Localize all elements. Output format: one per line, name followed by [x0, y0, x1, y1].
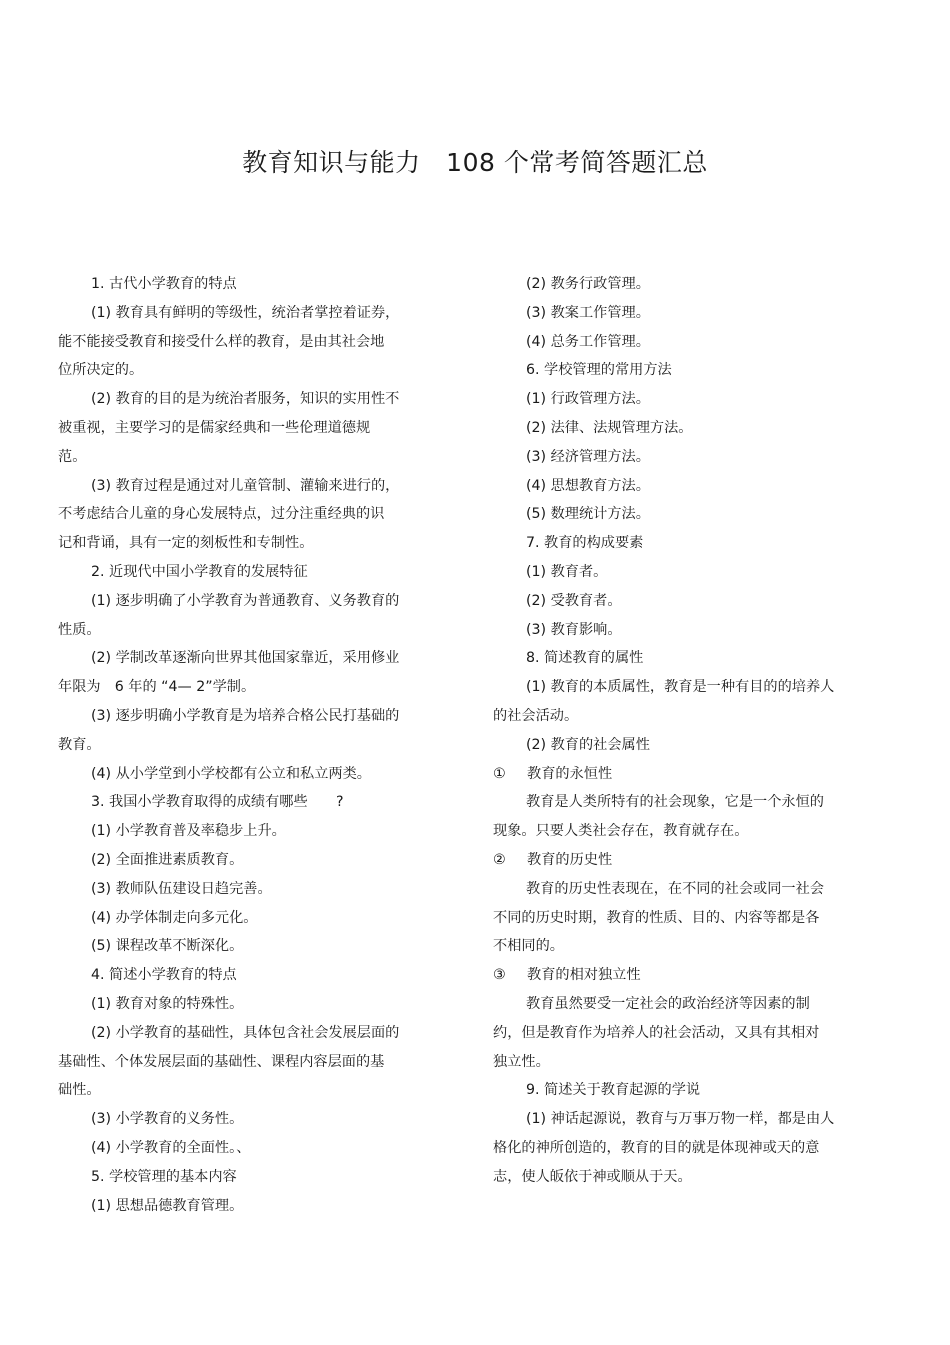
text-line: 1. 古代小学教育的特点	[91, 276, 237, 292]
text-line: 6. 学校管理的常用方法	[526, 362, 672, 379]
text-line: 7. 教育的构成要素	[526, 535, 644, 552]
text-line: (4) 思想教育方法。	[526, 477, 650, 494]
text-line: 教育虽然要受一定社会的政治经济等因素的制	[526, 995, 810, 1012]
text-line: 教育。	[58, 736, 101, 753]
text-line: 8. 简述教育的属性	[526, 650, 644, 667]
text-line: (4) 小学教育的全面性。、	[91, 1139, 251, 1156]
text-line: (2) 教育的目的是为统治者服务，知识的实用性不	[91, 391, 400, 408]
left-column	[58, 270, 413, 1220]
text-line: 基础性、个体发展层面的基础性、课程内容层面的基	[58, 1053, 385, 1070]
text-line: (2) 教务行政管理。	[526, 276, 650, 292]
text-line: 不考虑结合儿童的身心发展特点，过分注重经典的识	[58, 506, 385, 523]
text-line: 2. 近现代中国小学教育的发展特征	[91, 563, 308, 580]
text-line: (1) 教育者。	[526, 563, 608, 580]
text-line: 不同的历史时期，教育的性质、目的、内容等都是各	[493, 909, 820, 926]
text-line: (5) 课程改革不断深化。	[91, 938, 244, 955]
line-text: 教育的历史性	[527, 851, 613, 868]
text-line: (1) 教育具有鲜明的等级性，统治者掌控着证券，	[91, 304, 400, 321]
text-line: (3) 小学教育的义务性。	[91, 1111, 244, 1128]
text-line	[493, 961, 849, 990]
text-line: (3) 教案工作管理。	[526, 304, 650, 321]
text-line: (5) 数理统计方法。	[526, 506, 650, 523]
text-line: (2) 教育的社会属性	[526, 736, 650, 753]
text-line: 础性。	[58, 1082, 101, 1099]
text-line: 的社会活动。	[493, 707, 579, 724]
text-line: (1) 思想品德教育管理。	[91, 1197, 244, 1214]
text-line: (3) 逐步明确小学教育是为培养合格公民打基础的	[91, 707, 400, 724]
text-line: (1) 小学教育普及率稳步上升。	[91, 823, 286, 840]
text-line: (2) 法律、法规管理方法。	[526, 419, 693, 436]
line-text: 教育的相对独立性	[527, 967, 641, 984]
line-text: 教育的永恒性	[527, 765, 613, 782]
text-line: 9. 简述关于教育起源的学说	[526, 1082, 701, 1099]
text-line: 范。	[58, 448, 87, 465]
text-line: 教育是人类所特有的社会现象，它是一个永恒的	[526, 794, 824, 811]
text-line: 4. 简述小学教育的特点	[91, 967, 237, 984]
text-line: 现象。只要人类社会存在，教育就存在。	[493, 823, 749, 840]
text-line: (1) 行政管理方法。	[526, 391, 650, 408]
text-line: 被重视，主要学习的是儒家经典和一些伦理道德规	[58, 419, 371, 436]
text-line: (2) 学制改革逐渐向世界其他国家靠近，采用修业	[91, 650, 400, 667]
text-line: 约，但是教育作为培养人的社会活动，又具有其相对	[493, 1024, 820, 1041]
text-line: 性质。	[58, 621, 101, 638]
text-line: 3. 我国小学教育取得的成绩有哪些 ?	[91, 794, 344, 811]
text-line: 教育的历史性表现在，在不同的社会或同一社会	[526, 880, 824, 897]
text-line: (1) 教育的本质属性，教育是一种有目的的培养人	[526, 679, 835, 696]
text-line: (1) 神话起源说，教育与万事万物一样，都是由人	[526, 1111, 835, 1128]
text-line: (3) 经济管理方法。	[526, 448, 650, 465]
text-line: (4) 从小学堂到小学校都有公立和私立两类。	[91, 765, 371, 782]
text-line: 记和背诵，具有一定的刻板性和专制性。	[58, 535, 314, 552]
text-line: 不相同的。	[493, 938, 564, 955]
item-marker: ②	[493, 851, 506, 868]
text-line: (1) 逐步明确了小学教育为普通教育、义务教育的	[91, 592, 400, 609]
text-line: (2) 全面推进素质教育。	[91, 851, 244, 868]
item-marker: ③	[493, 967, 506, 984]
text-line: (4) 总务工作管理。	[526, 333, 650, 350]
text-line: 年限为 6 年的 “4— 2”学制。	[58, 679, 256, 696]
page-title: 教育知识与能力 108 个常考简答题汇总	[242, 148, 708, 177]
text-line: (3) 教师队伍建设日趋完善。	[91, 880, 272, 897]
text-line: (3) 教育影响。	[526, 621, 622, 638]
text-line	[493, 760, 849, 789]
text-line: 5. 学校管理的基本内容	[91, 1168, 237, 1185]
text-line: (2) 受教育者。	[526, 592, 622, 609]
text-line: (1) 教育对象的特殊性。	[91, 995, 244, 1012]
text-line: 志，使人皈依于神或顺从于天。	[493, 1168, 692, 1185]
text-line: 格化的神所创造的，教育的目的就是体现神或天的意	[493, 1139, 820, 1156]
text-line: 独立性。	[493, 1053, 550, 1070]
right-column	[493, 270, 849, 1192]
text-line: (2) 小学教育的基础性，具体包含社会发展层面的	[91, 1024, 400, 1041]
text-line	[493, 846, 849, 875]
text-line: (3) 教育过程是通过对儿童管制、灌输来进行的，	[91, 477, 400, 494]
text-line: 位所决定的。	[58, 362, 144, 379]
text-line: 能不能接受教育和接受什么样的教育，是由其社会地	[58, 333, 385, 350]
item-marker: ①	[493, 765, 506, 782]
text-line: (4) 办学体制走向多元化。	[91, 909, 258, 926]
